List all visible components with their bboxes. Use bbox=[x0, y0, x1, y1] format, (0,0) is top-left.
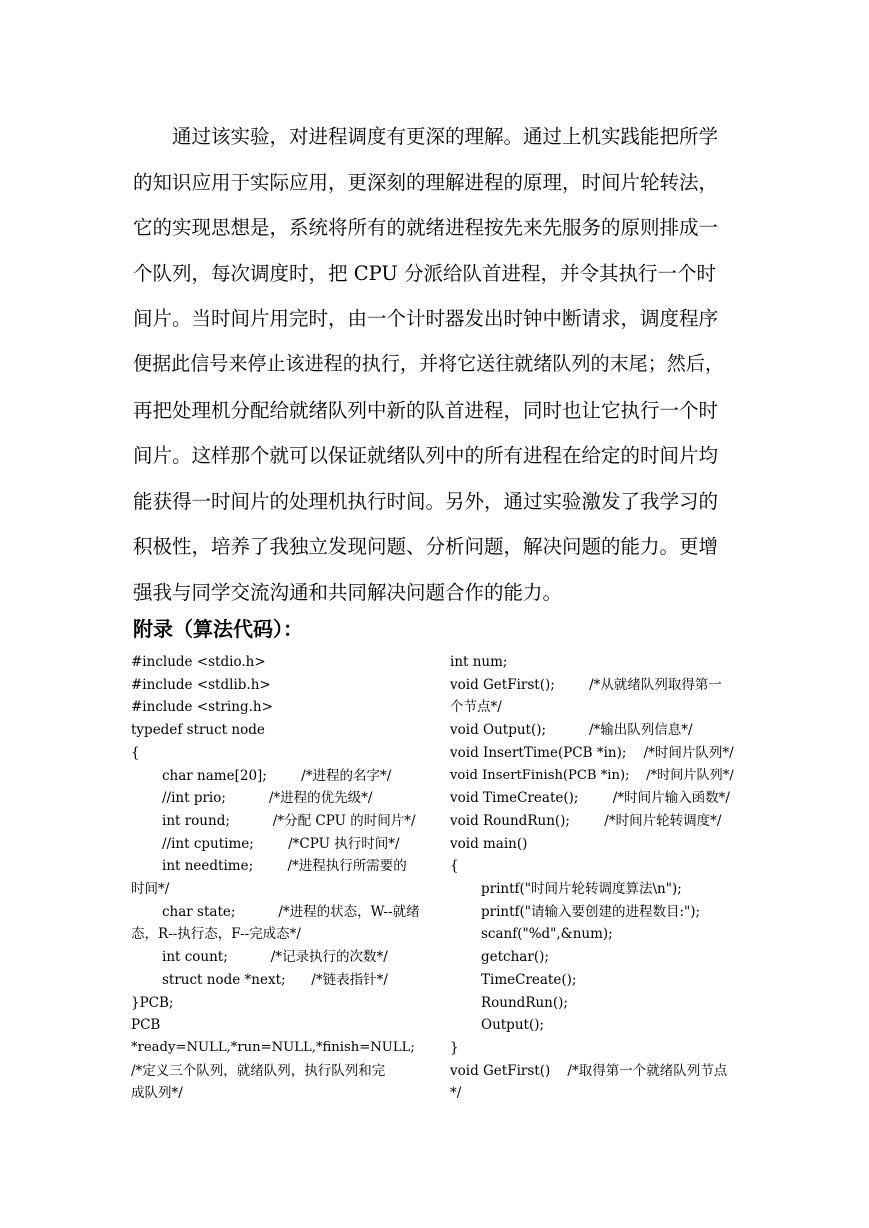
code-line: #include <string.h> bbox=[131, 699, 273, 716]
code-column-left bbox=[131, 651, 421, 1105]
paragraph-line: 强我与同学交流沟通和共同解决问题合作的能力。 bbox=[133, 580, 563, 604]
code-line: Output(); bbox=[481, 1017, 545, 1034]
paragraph-line: 通过该实验，对进程调度有更深的理解。通过上机实践能把所学 bbox=[133, 125, 719, 148]
code-line: struct node *next; /*链表指针*/ bbox=[162, 971, 388, 988]
code-line: //int cputime; /*CPU 执行时间*/ bbox=[162, 835, 400, 852]
code-line: void TimeCreate(); /*时间片输入函数*/ bbox=[450, 790, 730, 807]
code-line: }PCB; bbox=[131, 994, 174, 1011]
code-line: 态，R--执行态，F--完成态*/ bbox=[131, 926, 301, 943]
paragraph-line: 再把处理机分配给就绪队列中新的队首进程，同时也让它执行一个时 bbox=[133, 398, 719, 422]
code-line: 个节点*/ bbox=[450, 699, 502, 716]
paragraph-line: 便据此信号来停止该进程的执行，并将它送往就绪队列的末尾；然后， bbox=[133, 352, 724, 375]
paragraph-line: 积极性，培养了我独立发现问题、分析问题，解决问题的能力。更增 bbox=[133, 535, 719, 559]
code-line: void Output(); /*输出队列信息*/ bbox=[450, 722, 693, 739]
code-line: { bbox=[131, 744, 140, 761]
code-line: #include <stdio.h> bbox=[131, 654, 266, 670]
code-line: char name[20]; /*进程的名字*/ bbox=[162, 767, 392, 784]
code-column-right bbox=[450, 651, 740, 1105]
code-line: getchar(); bbox=[481, 949, 549, 966]
paragraph-line: 间片。当时间片用完时，由一个计时器发出时钟中断请求，调度程序 bbox=[133, 307, 719, 331]
code-line: 时间*/ bbox=[131, 881, 170, 898]
paragraph-line: 间片。这样那个就可以保证就绪队列中的所有进程在给定的时间片均 bbox=[133, 444, 719, 468]
code-line: TimeCreate(); bbox=[481, 971, 577, 988]
code-line: char state; /*进程的状态，W--就绪 bbox=[162, 903, 420, 920]
code-line: } bbox=[450, 1039, 459, 1056]
code-line: *ready=NULL,*run=NULL,*finish=NULL; bbox=[131, 1039, 415, 1055]
code-line: int needtime; /*进程执行所需要的 bbox=[162, 858, 407, 875]
paragraph-line: 它的实现思想是，系统将所有的就绪进程按先来先服务的原则排成一 bbox=[133, 216, 719, 240]
code-line: { bbox=[450, 858, 459, 875]
appendix-heading: 附录（算法代码）： bbox=[133, 617, 303, 641]
conclusion-paragraph bbox=[133, 114, 737, 616]
code-line: printf("请输入要创建的进程数目:"); bbox=[481, 903, 701, 920]
code-line: int num; bbox=[450, 654, 508, 670]
code-line: void InsertFinish(PCB *in); /*时间片队列*/ bbox=[450, 767, 734, 783]
code-line: void InsertTime(PCB *in); /*时间片队列*/ bbox=[450, 744, 734, 761]
code-line: void GetFirst(); /*从就绪队列取得第一 bbox=[450, 676, 722, 693]
code-line: void RoundRun(); /*时间片轮转调度*/ bbox=[450, 812, 722, 829]
code-line: int round; /*分配 CPU 的时间片*/ bbox=[162, 812, 416, 829]
code-line: /*定义三个队列，就绪队列，执行队列和完 bbox=[131, 1062, 386, 1079]
paragraph-line: 的知识应用于实际应用，更深刻的理解进程的原理，时间片轮转法， bbox=[133, 170, 719, 194]
code-line: int count; /*记录执行的次数*/ bbox=[162, 949, 388, 966]
code-line: //int prio; /*进程的优先级*/ bbox=[162, 790, 373, 807]
paragraph-line: 个队列，每次调度时，把 CPU 分派给队首进程，并令其执行一个时 bbox=[133, 261, 717, 285]
code-line: void main() bbox=[450, 835, 528, 852]
code-line: PCB bbox=[131, 1017, 161, 1034]
paragraph-line: 能获得一时间片的处理机执行时间。另外，通过实验激发了我学习的 bbox=[133, 489, 719, 513]
code-line: typedef struct node bbox=[131, 722, 265, 739]
code-line: #include <stdlib.h> bbox=[131, 676, 271, 693]
code-line: 成队列*/ bbox=[131, 1085, 183, 1102]
code-line: RoundRun(); bbox=[481, 994, 568, 1011]
code-line: scanf("%d",&num); bbox=[481, 926, 613, 943]
code-line: void GetFirst() /*取得第一个就绪队列节点 bbox=[450, 1062, 728, 1079]
code-line: */ bbox=[450, 1085, 462, 1102]
code-line: printf("时间片轮转调度算法\n"); bbox=[481, 881, 682, 898]
